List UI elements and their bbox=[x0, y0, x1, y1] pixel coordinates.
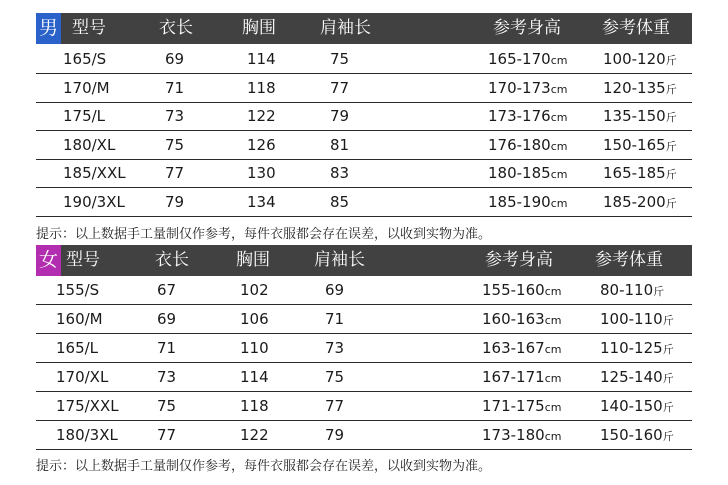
weight-unit: 斤 bbox=[662, 314, 674, 327]
chest-cell: 118 bbox=[247, 78, 276, 97]
header-sleeve: 肩袖长 bbox=[314, 250, 365, 270]
height-cell: 155-160cm bbox=[482, 281, 562, 299]
header-chest: 胸围 bbox=[236, 250, 270, 270]
weight-cell: 150-165斤 bbox=[603, 135, 677, 154]
size-cell: 180/XL bbox=[63, 135, 116, 154]
table-row bbox=[36, 74, 692, 103]
female-header-row bbox=[36, 245, 692, 276]
female-badge: 女 bbox=[36, 245, 61, 276]
length-cell: 73 bbox=[157, 368, 177, 386]
chest-cell: 126 bbox=[247, 135, 276, 154]
height-cell: 163-167cm bbox=[482, 339, 562, 357]
height-cell: 176-180cm bbox=[488, 135, 568, 154]
size-cell: 180/3XL bbox=[56, 426, 118, 444]
sleeve-cell: 85 bbox=[330, 192, 350, 211]
table-row bbox=[36, 421, 692, 450]
chest-cell: 130 bbox=[247, 164, 276, 182]
weight-unit: 斤 bbox=[665, 196, 677, 210]
height-cell: 160-163cm bbox=[482, 310, 562, 328]
weight-cell: 125-140斤 bbox=[600, 368, 674, 386]
chest-cell: 134 bbox=[247, 192, 276, 211]
size-cell: 185/XXL bbox=[63, 164, 126, 182]
male-header-row bbox=[36, 13, 692, 44]
size-cell: 160/M bbox=[56, 310, 103, 328]
weight-unit: 斤 bbox=[665, 111, 677, 124]
height-unit: cm bbox=[544, 401, 562, 414]
chest-cell: 106 bbox=[240, 310, 269, 328]
chest-cell: 122 bbox=[240, 426, 269, 444]
male-badge: 男 bbox=[36, 13, 61, 44]
height-unit: cm bbox=[550, 168, 568, 181]
size-cell: 190/3XL bbox=[63, 192, 125, 211]
length-cell: 69 bbox=[157, 310, 177, 328]
length-cell: 77 bbox=[165, 164, 185, 182]
chest-cell: 114 bbox=[247, 50, 276, 68]
table-row bbox=[36, 334, 692, 363]
sleeve-cell: 79 bbox=[330, 107, 350, 125]
height-cell: 180-185cm bbox=[488, 164, 568, 182]
size-cell: 165/S bbox=[63, 50, 107, 68]
size-cell: 165/L bbox=[56, 339, 99, 357]
table-row bbox=[36, 102, 692, 131]
height-cell: 165-170cm bbox=[488, 50, 568, 68]
height-unit: cm bbox=[550, 196, 568, 210]
length-cell: 67 bbox=[157, 281, 177, 299]
table-row bbox=[36, 363, 692, 392]
weight-cell: 120-135斤 bbox=[603, 78, 677, 97]
length-cell: 77 bbox=[157, 426, 177, 444]
sleeve-cell: 75 bbox=[325, 368, 345, 386]
height-unit: cm bbox=[544, 430, 562, 443]
height-unit: cm bbox=[550, 111, 568, 124]
header-chest: 胸围 bbox=[242, 18, 276, 38]
height-unit: cm bbox=[544, 372, 562, 385]
weight-cell: 80-110斤 bbox=[600, 281, 665, 299]
sleeve-cell: 79 bbox=[325, 426, 345, 444]
weight-unit: 斤 bbox=[665, 139, 677, 153]
male-note: 提示：以上数据手工量制仅作参考，每件衣服都会存在误差，以收到实物为准。 bbox=[36, 227, 492, 242]
header-length: 衣长 bbox=[159, 18, 193, 38]
length-cell: 75 bbox=[165, 135, 185, 154]
weight-unit: 斤 bbox=[662, 430, 674, 443]
height-unit: cm bbox=[550, 139, 568, 153]
length-cell: 71 bbox=[165, 78, 185, 97]
header-weight: 参考体重 bbox=[595, 250, 663, 270]
height-unit: cm bbox=[544, 343, 562, 356]
length-cell: 69 bbox=[165, 50, 185, 68]
height-cell: 171-175cm bbox=[482, 397, 562, 415]
table-row bbox=[36, 392, 692, 421]
size-cell: 175/XXL bbox=[56, 397, 119, 415]
weight-cell: 100-120斤 bbox=[603, 50, 677, 68]
weight-unit: 斤 bbox=[662, 401, 674, 414]
sleeve-cell: 71 bbox=[325, 310, 345, 328]
weight-cell: 140-150斤 bbox=[600, 397, 674, 415]
length-cell: 73 bbox=[165, 107, 185, 125]
table-row bbox=[36, 276, 692, 305]
table-row bbox=[36, 305, 692, 334]
chest-cell: 102 bbox=[240, 281, 269, 299]
weight-unit: 斤 bbox=[665, 168, 677, 181]
sleeve-cell: 75 bbox=[330, 50, 350, 68]
size-cell: 170/XL bbox=[56, 368, 109, 386]
header-model: 型号 bbox=[66, 250, 100, 270]
weight-cell: 150-160斤 bbox=[600, 426, 674, 444]
weight-cell: 110-125斤 bbox=[600, 339, 674, 357]
table-row bbox=[36, 131, 692, 160]
header-model: 型号 bbox=[72, 18, 106, 38]
height-unit: cm bbox=[544, 285, 562, 298]
height-cell: 173-180cm bbox=[482, 426, 562, 444]
header-length: 衣长 bbox=[155, 250, 189, 270]
header-height: 参考身高 bbox=[493, 18, 561, 38]
height-cell: 167-171cm bbox=[482, 368, 562, 386]
size-cell: 155/S bbox=[56, 281, 100, 299]
height-unit: cm bbox=[544, 314, 562, 327]
sleeve-cell: 83 bbox=[330, 164, 350, 182]
length-cell: 79 bbox=[165, 192, 185, 211]
chest-cell: 110 bbox=[240, 339, 269, 357]
height-cell: 173-176cm bbox=[488, 107, 568, 125]
size-cell: 175/L bbox=[63, 107, 106, 125]
weight-cell: 185-200斤 bbox=[603, 192, 677, 211]
sleeve-cell: 77 bbox=[330, 78, 350, 97]
length-cell: 75 bbox=[157, 397, 177, 415]
sleeve-cell: 81 bbox=[330, 135, 350, 154]
height-unit: cm bbox=[550, 82, 568, 96]
table-row bbox=[36, 159, 692, 188]
chest-cell: 114 bbox=[240, 368, 269, 386]
sleeve-cell: 69 bbox=[325, 281, 345, 299]
header-height: 参考身高 bbox=[485, 250, 553, 270]
weight-unit: 斤 bbox=[653, 285, 665, 298]
female-note: 提示：以上数据手工量制仅作参考，每件衣服都会存在误差，以收到实物为准。 bbox=[36, 459, 492, 474]
weight-unit: 斤 bbox=[665, 82, 677, 96]
header-weight: 参考体重 bbox=[602, 18, 670, 38]
weight-unit: 斤 bbox=[665, 54, 677, 67]
height-cell: 170-173cm bbox=[488, 78, 568, 97]
weight-cell: 100-110斤 bbox=[600, 310, 674, 328]
height-unit: cm bbox=[550, 54, 568, 67]
size-cell: 170/M bbox=[63, 78, 110, 97]
weight-cell: 135-150斤 bbox=[603, 107, 677, 125]
weight-unit: 斤 bbox=[662, 343, 674, 356]
table-row bbox=[36, 188, 692, 217]
height-cell: 185-190cm bbox=[488, 192, 568, 211]
chest-cell: 122 bbox=[247, 107, 276, 125]
sleeve-cell: 77 bbox=[325, 397, 345, 415]
length-cell: 71 bbox=[157, 339, 177, 357]
weight-unit: 斤 bbox=[662, 372, 674, 385]
weight-cell: 165-185斤 bbox=[603, 164, 677, 182]
table-row bbox=[36, 45, 692, 74]
sleeve-cell: 73 bbox=[325, 339, 345, 357]
chest-cell: 118 bbox=[240, 397, 269, 415]
header-sleeve: 肩袖长 bbox=[320, 18, 371, 38]
